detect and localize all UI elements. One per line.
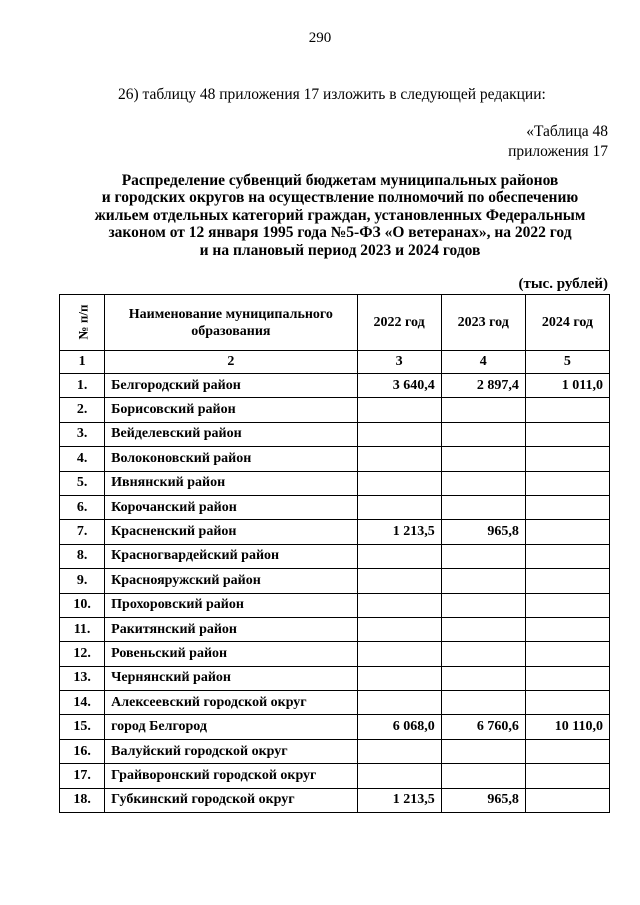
- table-header-row: [60, 295, 610, 351]
- value-2023: [441, 447, 525, 471]
- table-row: [60, 642, 610, 666]
- table-row: [60, 495, 610, 519]
- value-2023: [441, 593, 525, 617]
- value-2024: [525, 764, 609, 788]
- table-row: [60, 569, 610, 593]
- title-line: жильем отдельных категорий граждан, установленных Федеральным: [94, 206, 586, 224]
- value-2022: [357, 422, 441, 446]
- row-name: Валуйский городской округ: [105, 739, 357, 763]
- row-number: 16.: [60, 739, 105, 763]
- value-2023: [441, 422, 525, 446]
- row-number: 5.: [60, 471, 105, 495]
- row-name: Белгородский район: [105, 374, 357, 398]
- row-name: Ракитянский район: [105, 617, 357, 641]
- value-2024: [525, 593, 609, 617]
- subvention-table: [59, 294, 610, 813]
- title-line: законом от 12 января 1995 года №5-ФЗ «О ветеранах», на 2022 год: [108, 224, 572, 242]
- header-2022: 2022 год: [357, 295, 441, 351]
- value-2023: 965,8: [441, 788, 525, 812]
- value-2022: [357, 617, 441, 641]
- row-number: 8.: [60, 544, 105, 568]
- value-2022: [357, 593, 441, 617]
- row-number: 1.: [60, 374, 105, 398]
- value-2024: [525, 691, 609, 715]
- header-2024: 2024 год: [525, 295, 609, 351]
- table-reference-line: приложения 17: [508, 143, 608, 160]
- value-2023: [441, 691, 525, 715]
- row-number: 7.: [60, 520, 105, 544]
- header-number-label: № п/п: [75, 304, 91, 340]
- table-row: [60, 422, 610, 446]
- table-reference-line: «Таблица 48: [526, 123, 608, 140]
- row-number: 14.: [60, 691, 105, 715]
- column-index: 2: [105, 351, 357, 374]
- table-row: [60, 691, 610, 715]
- value-2024: [525, 447, 609, 471]
- value-2022: [357, 642, 441, 666]
- value-2024: [525, 495, 609, 519]
- units-label: (тыс. рублей): [518, 276, 608, 292]
- value-2024: [525, 398, 609, 422]
- value-2024: [525, 642, 609, 666]
- row-name: Ровеньский район: [105, 642, 357, 666]
- intro-text: 26) таблицу 48 приложения 17 изложить в следующей редакции:: [118, 86, 546, 103]
- document-title: [60, 172, 620, 259]
- value-2024: [525, 788, 609, 812]
- row-name: Красненский район: [105, 520, 357, 544]
- column-index: 1: [60, 351, 105, 374]
- row-number: 9.: [60, 569, 105, 593]
- value-2022: [357, 398, 441, 422]
- value-2023: [441, 617, 525, 641]
- value-2022: [357, 739, 441, 763]
- value-2022: 6 068,0: [357, 715, 441, 739]
- value-2024: [525, 422, 609, 446]
- page-number: 290: [308, 30, 332, 46]
- value-2022: [357, 764, 441, 788]
- row-number: 11.: [60, 617, 105, 641]
- row-number: 13.: [60, 666, 105, 690]
- row-number: 15.: [60, 715, 105, 739]
- value-2023: [441, 739, 525, 763]
- value-2022: [357, 691, 441, 715]
- value-2023: [441, 544, 525, 568]
- value-2023: [441, 569, 525, 593]
- value-2024: [525, 617, 609, 641]
- value-2024: 1 011,0: [525, 374, 609, 398]
- row-name: Ивнянский район: [105, 471, 357, 495]
- value-2023: 6 760,6: [441, 715, 525, 739]
- value-2022: 1 213,5: [357, 520, 441, 544]
- row-name: Вейделевский район: [105, 422, 357, 446]
- table-row: [60, 788, 610, 812]
- value-2024: [525, 544, 609, 568]
- row-name: город Белгород: [105, 715, 357, 739]
- value-2023: [441, 398, 525, 422]
- value-2023: 2 897,4: [441, 374, 525, 398]
- row-name: Борисовский район: [105, 398, 357, 422]
- value-2024: [525, 471, 609, 495]
- table-row: [60, 617, 610, 641]
- title-line: Распределение субвенций бюджетам муниципальных районов: [121, 172, 559, 189]
- value-2022: [357, 471, 441, 495]
- table-row: [60, 447, 610, 471]
- row-number: 6.: [60, 495, 105, 519]
- value-2024: [525, 666, 609, 690]
- row-number: 3.: [60, 422, 105, 446]
- value-2022: [357, 569, 441, 593]
- title-line: и городских округов на осуществление полномочий по обеспечению: [101, 189, 579, 207]
- row-number: 2.: [60, 398, 105, 422]
- table-row: [60, 398, 610, 422]
- value-2022: [357, 666, 441, 690]
- row-name: Губкинский городской округ: [105, 788, 357, 812]
- table-row: [60, 715, 610, 739]
- header-2023: 2023 год: [441, 295, 525, 351]
- value-2023: [441, 471, 525, 495]
- value-2022: [357, 544, 441, 568]
- table-row: [60, 520, 610, 544]
- table-row: [60, 544, 610, 568]
- value-2023: [441, 666, 525, 690]
- row-number: 4.: [60, 447, 105, 471]
- row-name: Алексеевский городской округ: [105, 691, 357, 715]
- value-2023: 965,8: [441, 520, 525, 544]
- row-number: 10.: [60, 593, 105, 617]
- value-2024: 10 110,0: [525, 715, 609, 739]
- table-row: [60, 739, 610, 763]
- row-number: 17.: [60, 764, 105, 788]
- column-index: 3: [357, 351, 441, 374]
- value-2024: [525, 520, 609, 544]
- row-name: Краснояружский район: [105, 569, 357, 593]
- column-index: 5: [525, 351, 609, 374]
- column-index-row: [60, 351, 610, 374]
- row-name: Грайворонский городской округ: [105, 764, 357, 788]
- row-name: Корочанский район: [105, 495, 357, 519]
- table-row: [60, 471, 610, 495]
- row-number: 18.: [60, 788, 105, 812]
- row-name: Чернянский район: [105, 666, 357, 690]
- column-index: 4: [441, 351, 525, 374]
- value-2023: [441, 495, 525, 519]
- table-reference: [508, 122, 608, 162]
- table-row: [60, 666, 610, 690]
- value-2022: [357, 447, 441, 471]
- table-row: [60, 374, 610, 398]
- value-2022: 3 640,4: [357, 374, 441, 398]
- value-2024: [525, 569, 609, 593]
- header-name: Наименование муниципального образования: [105, 295, 357, 351]
- row-name: Красногвардейский район: [105, 544, 357, 568]
- row-number: 12.: [60, 642, 105, 666]
- value-2023: [441, 642, 525, 666]
- value-2024: [525, 739, 609, 763]
- row-name: Волоконовский район: [105, 447, 357, 471]
- value-2023: [441, 764, 525, 788]
- title-line: и на плановый период 2023 и 2024 годов: [199, 241, 481, 259]
- header-number: [60, 295, 105, 351]
- row-name: Прохоровский район: [105, 593, 357, 617]
- value-2022: 1 213,5: [357, 788, 441, 812]
- table-row: [60, 593, 610, 617]
- table-row: [60, 764, 610, 788]
- value-2022: [357, 495, 441, 519]
